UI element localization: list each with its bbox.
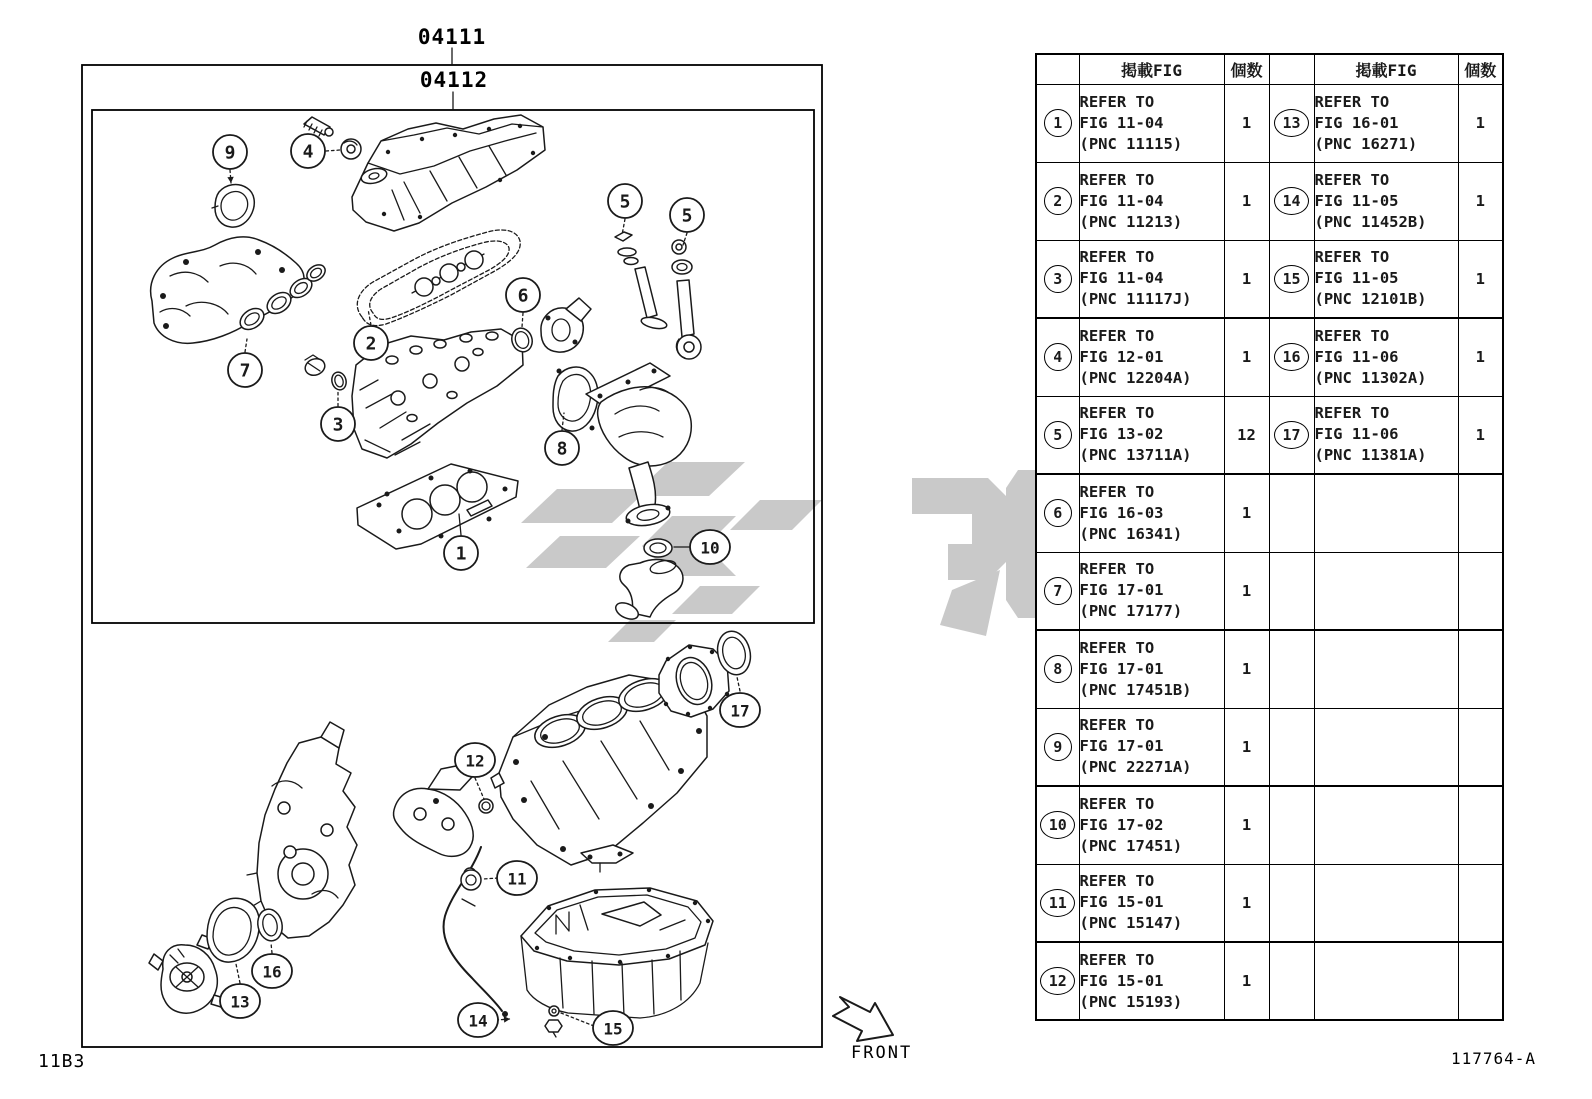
- fig-reference-cell-right-empty-8: [1314, 630, 1458, 708]
- oring-11-drawing: [461, 870, 481, 890]
- fig-reference-cell-11[interactable]: [1079, 864, 1224, 942]
- callout-no-cell-7: [1036, 552, 1079, 630]
- qty-cell-right-empty-11: [1458, 864, 1503, 942]
- qty-cell-17: 1: [1458, 396, 1503, 474]
- leader-arrowhead-icon: [227, 177, 233, 183]
- valve-cover-drawing: [352, 115, 545, 231]
- callout-5-3[interactable]: [670, 198, 704, 245]
- fig-reference-cell-5[interactable]: [1079, 396, 1224, 474]
- callout-no-cell-15: [1269, 240, 1314, 318]
- fig-reference-line: (PNC 17451): [1079, 836, 1183, 855]
- qty-cell-14: 1: [1458, 162, 1503, 240]
- callout-number: 15: [603, 1019, 623, 1039]
- callout-leader-line: [737, 677, 740, 691]
- table-callout-badge-15: 15: [1274, 265, 1309, 293]
- callout-number: 5: [619, 191, 631, 213]
- qty-cell-right-empty-9: [1458, 708, 1503, 786]
- fig-reference-line: FIG 17-01: [1079, 581, 1164, 600]
- fig-reference-cell-right-empty-7: [1314, 552, 1458, 630]
- table-callout-badge-8: 8: [1044, 655, 1072, 683]
- callout-no-cell-9: [1036, 708, 1079, 786]
- callout-no-cell-1: [1036, 84, 1079, 162]
- oil-pump-drawing: [393, 765, 493, 856]
- fig-reference-cell-4[interactable]: [1079, 318, 1224, 396]
- fig-reference-line: FIG 11-05: [1314, 269, 1399, 288]
- callout-leader-line: [483, 878, 498, 879]
- callout-number: 13: [230, 992, 250, 1012]
- parts-reference-table: [1035, 53, 1504, 1021]
- fig-reference-line: FIG 17-01: [1079, 737, 1164, 756]
- callout-no-cell-right-empty-11: [1269, 864, 1314, 942]
- table-row-6: [1036, 474, 1503, 552]
- callout-no-cell-right-empty-8: [1269, 630, 1314, 708]
- callout-no-cell-17: [1269, 396, 1314, 474]
- table-callout-badge-16: 16: [1274, 343, 1309, 371]
- fig-reference-cell-14[interactable]: [1314, 162, 1458, 240]
- intake-manifold-drawing: [151, 237, 329, 343]
- callout-no-cell-16: [1269, 318, 1314, 396]
- fig-reference-line: REFER TO: [1079, 560, 1155, 579]
- fig-reference-line: REFER TO: [1079, 170, 1155, 189]
- fig-reference-line: (PNC 13711A): [1079, 446, 1192, 465]
- qty-cell-right-empty-6: [1458, 474, 1503, 552]
- qty-cell-right-empty-12: [1458, 942, 1503, 1020]
- callout-no-cell-right-empty-10: [1269, 786, 1314, 864]
- fig-reference-line: (PNC 16271): [1314, 134, 1418, 153]
- table-callout-badge-13: 13: [1274, 109, 1309, 137]
- callout-12[interactable]: [455, 743, 495, 799]
- fig-reference-line: (PNC 11381A): [1314, 446, 1427, 465]
- table-callout-badge-6: 6: [1044, 499, 1072, 527]
- fig-reference-line: FIG 17-01: [1079, 659, 1164, 678]
- callout-no-cell-5: [1036, 396, 1079, 474]
- table-callout-badge-11: 11: [1040, 889, 1075, 917]
- table-callout-badge-5: 5: [1044, 421, 1072, 449]
- callout-number: 10: [700, 538, 720, 558]
- table-row-3: [1036, 240, 1503, 318]
- fig-reference-line: FIG 12-01: [1079, 347, 1164, 366]
- fig-reference-cell-16[interactable]: [1314, 318, 1458, 396]
- fig-reference-line: (PNC 11115): [1079, 134, 1183, 153]
- callout-number: 3: [332, 414, 344, 436]
- fig-reference-line: FIG 15-01: [1079, 893, 1164, 912]
- fig-reference-line: REFER TO: [1314, 404, 1390, 423]
- table-callout-badge-10: 10: [1040, 811, 1075, 839]
- header-fig-right: 掲載FIG: [1314, 54, 1458, 84]
- callout-11[interactable]: [483, 861, 537, 895]
- oil-pan-drawing: [521, 845, 713, 1037]
- callout-no-cell-3: [1036, 240, 1079, 318]
- fig-reference-line: FIG 11-04: [1079, 113, 1164, 132]
- fig-reference-cell-10[interactable]: [1079, 786, 1224, 864]
- qty-cell-4: 1: [1224, 318, 1269, 396]
- engine-parts-artwork: [149, 115, 755, 1037]
- fig-reference-line: FIG 11-04: [1079, 191, 1164, 210]
- fig-reference-cell-3[interactable]: [1079, 240, 1224, 318]
- table-row-9: [1036, 708, 1503, 786]
- fig-reference-cell-17[interactable]: [1314, 396, 1458, 474]
- watermark-logo: [521, 462, 1048, 642]
- callout-leader-line: [236, 964, 240, 983]
- callout-no-cell-10: [1036, 786, 1079, 864]
- fig-reference-line: (PNC 15147): [1079, 914, 1183, 933]
- qty-cell-6: 1: [1224, 474, 1269, 552]
- callout-number: 11: [507, 869, 527, 889]
- table-row-12: [1036, 942, 1503, 1020]
- fig-reference-line: (PNC 16341): [1079, 524, 1183, 543]
- callout-no-cell-11: [1036, 864, 1079, 942]
- fig-reference-line: (PNC 17451B): [1079, 680, 1192, 699]
- header-qty-left: 個数: [1224, 54, 1269, 84]
- fig-reference-line: FIG 11-04: [1079, 269, 1164, 288]
- fig-reference-line: FIG 16-03: [1079, 503, 1164, 522]
- fig-reference-line: REFER TO: [1079, 482, 1155, 501]
- fig-reference-cell-right-empty-11: [1314, 864, 1458, 942]
- fig-reference-cell-6[interactable]: [1079, 474, 1224, 552]
- fig-reference-cell-1[interactable]: [1079, 84, 1224, 162]
- callout-number: 12: [465, 751, 485, 771]
- gasket-ring-9-drawing: [212, 185, 254, 228]
- callout-no-cell-2: [1036, 162, 1079, 240]
- fig-reference-cell-7[interactable]: [1079, 552, 1224, 630]
- table-row-2: [1036, 162, 1503, 240]
- callout-14[interactable]: [458, 1003, 510, 1037]
- table-callout-badge-7: 7: [1044, 577, 1072, 605]
- callout-16[interactable]: [252, 943, 292, 988]
- qty-cell-1: 1: [1224, 84, 1269, 162]
- callout-no-cell-4: [1036, 318, 1079, 396]
- table-row-8: [1036, 630, 1503, 708]
- exhaust-manifold-gasket-drawing: [553, 367, 598, 431]
- fig-reference-cell-2[interactable]: [1079, 162, 1224, 240]
- valve-cover-gasket-drawing: [357, 230, 520, 326]
- fig-reference-line: REFER TO: [1314, 248, 1390, 267]
- qty-cell-5: 12: [1224, 396, 1269, 474]
- front-direction-arrow-icon: [833, 997, 893, 1041]
- fig-reference-line: REFER TO: [1079, 404, 1155, 423]
- callout-number: 6: [517, 285, 529, 307]
- callout-no-cell-right-empty-12: [1269, 942, 1314, 1020]
- fig-reference-line: REFER TO: [1079, 716, 1155, 735]
- fig-reference-line: REFER TO: [1314, 170, 1390, 189]
- qty-cell-15: 1: [1458, 240, 1503, 318]
- fig-reference-line: (PNC 11452B): [1314, 212, 1427, 231]
- callout-no-cell-13: [1269, 84, 1314, 162]
- qty-cell-9: 1: [1224, 708, 1269, 786]
- fig-reference-line: FIG 15-01: [1079, 971, 1164, 990]
- qty-cell-right-empty-7: [1458, 552, 1503, 630]
- table-callout-badge-2: 2: [1044, 187, 1072, 215]
- fig-reference-line: FIG 17-02: [1079, 815, 1164, 834]
- qty-cell-3: 1: [1224, 240, 1269, 318]
- callout-3[interactable]: [321, 392, 355, 441]
- callout-leader-line: [475, 778, 484, 799]
- table-row-10: [1036, 786, 1503, 864]
- fig-reference-cell-right-empty-6: [1314, 474, 1458, 552]
- callout-4[interactable]: [291, 134, 340, 168]
- sheet-code: 11B3: [38, 1051, 86, 1072]
- table-row-1: [1036, 84, 1503, 162]
- callout-no-cell-8: [1036, 630, 1079, 708]
- callout-leader-line: [326, 150, 340, 151]
- fig-reference-line: REFER TO: [1079, 92, 1155, 111]
- qty-cell-16: 1: [1458, 318, 1503, 396]
- fig-reference-line: REFER TO: [1079, 326, 1155, 345]
- header-blank-right: [1269, 54, 1314, 84]
- cylinder-head-gasket-drawing: [357, 464, 518, 549]
- valve-and-stem-seal-drawings: [615, 232, 701, 359]
- header-blank-left: [1036, 54, 1079, 84]
- fig-reference-cell-right-empty-10: [1314, 786, 1458, 864]
- callout-5-2[interactable]: [608, 184, 642, 235]
- callout-no-cell-14: [1269, 162, 1314, 240]
- fig-reference-cell-13[interactable]: [1314, 84, 1458, 162]
- callout-number: 17: [730, 701, 750, 721]
- callout-no-cell-right-empty-7: [1269, 552, 1314, 630]
- callout-number: 2: [365, 333, 377, 355]
- fig-reference-line: (PNC 12204A): [1079, 368, 1192, 387]
- qty-cell-7: 1: [1224, 552, 1269, 630]
- fig-reference-line: REFER TO: [1079, 638, 1155, 657]
- fig-reference-cell-right-empty-9: [1314, 708, 1458, 786]
- table-header-row: [1036, 54, 1503, 84]
- callout-leader-line: [271, 943, 272, 953]
- qty-cell-13: 1: [1458, 84, 1503, 162]
- callout-number: 1: [455, 543, 467, 565]
- fig-reference-cell-8[interactable]: [1079, 630, 1224, 708]
- qty-cell-12: 1: [1224, 942, 1269, 1020]
- fig-reference-line: (PNC 15193): [1079, 992, 1183, 1011]
- front-label: FRONT: [851, 1043, 913, 1063]
- callout-leader-line: [368, 309, 371, 325]
- qty-cell-right-empty-10: [1458, 786, 1503, 864]
- document-code: 117764-A: [1451, 1049, 1537, 1068]
- plug-and-oring-3-drawing: [303, 355, 348, 392]
- qty-cell-11: 1: [1224, 864, 1269, 942]
- qty-cell-2: 1: [1224, 162, 1269, 240]
- fig-reference-line: FIG 11-05: [1314, 191, 1399, 210]
- callout-number: 5: [681, 205, 693, 227]
- callout-no-cell-6: [1036, 474, 1079, 552]
- table-row-5: [1036, 396, 1503, 474]
- parts-table-body: [1036, 84, 1503, 1020]
- table-callout-badge-14: 14: [1274, 187, 1309, 215]
- fig-reference-cell-9[interactable]: [1079, 708, 1224, 786]
- callout-15[interactable]: [561, 1011, 633, 1045]
- callout-number: 14: [468, 1011, 488, 1031]
- table-callout-badge-3: 3: [1044, 265, 1072, 293]
- header-fig-left: 掲載FIG: [1079, 54, 1224, 84]
- fig-reference-line: REFER TO: [1314, 92, 1390, 111]
- fig-reference-line: REFER TO: [1079, 248, 1155, 267]
- kit-number-04112: 04112: [419, 68, 489, 92]
- leader-arrowhead-icon: [504, 1016, 510, 1022]
- table-callout-badge-17: 17: [1274, 421, 1309, 449]
- timing-chain-cover-drawing: [247, 722, 357, 938]
- callout-no-cell-right-empty-9: [1269, 708, 1314, 786]
- table-callout-badge-4: 4: [1044, 343, 1072, 371]
- callout-9[interactable]: [213, 135, 247, 183]
- callout-leader-line: [245, 339, 247, 352]
- callout-no-cell-12: [1036, 942, 1079, 1020]
- qty-cell-8: 1: [1224, 630, 1269, 708]
- fig-reference-line: (PNC 12101B): [1314, 290, 1427, 309]
- water-pump-gasket-drawing: [207, 898, 259, 962]
- qty-cell-right-empty-8: [1458, 630, 1503, 708]
- fig-reference-line: FIG 13-02: [1079, 425, 1164, 444]
- callout-no-cell-right-empty-6: [1269, 474, 1314, 552]
- callout-7[interactable]: [228, 339, 262, 387]
- fig-reference-line: (PNC 11213): [1079, 212, 1183, 231]
- table-row-4: [1036, 318, 1503, 396]
- fig-reference-cell-15[interactable]: [1314, 240, 1458, 318]
- fig-reference-line: FIG 11-06: [1314, 347, 1399, 366]
- table-row-7: [1036, 552, 1503, 630]
- fig-reference-line: (PNC 17177): [1079, 602, 1183, 621]
- fig-reference-cell-right-empty-12: [1314, 942, 1458, 1020]
- table-callout-badge-9: 9: [1044, 733, 1072, 761]
- kit-number-04111: 04111: [417, 25, 487, 49]
- callout-leader-line: [522, 313, 523, 327]
- fig-reference-line: REFER TO: [1079, 794, 1155, 813]
- callout-6[interactable]: [506, 278, 540, 327]
- callout-number: 8: [556, 438, 568, 460]
- callout-number: 16: [262, 962, 282, 982]
- fig-reference-line: REFER TO: [1079, 872, 1155, 891]
- callout-number: 4: [302, 141, 314, 163]
- table-row-11: [1036, 864, 1503, 942]
- fig-reference-line: (PNC 22271A): [1079, 758, 1192, 777]
- qty-cell-10: 1: [1224, 786, 1269, 864]
- fig-reference-line: (PNC 11302A): [1314, 368, 1427, 387]
- fig-reference-line: REFER TO: [1079, 950, 1155, 969]
- table-callout-badge-1: 1: [1044, 109, 1072, 137]
- fig-reference-line: FIG 11-06: [1314, 425, 1399, 444]
- fig-reference-line: (PNC 11117J): [1079, 290, 1192, 309]
- callout-2[interactable]: [354, 309, 388, 360]
- fig-reference-cell-12[interactable]: [1079, 942, 1224, 1020]
- fig-reference-line: REFER TO: [1314, 326, 1390, 345]
- callout-number: 7: [239, 360, 251, 382]
- header-qty-right: 個数: [1458, 54, 1503, 84]
- fig-reference-line: FIG 16-01: [1314, 113, 1399, 132]
- table-callout-badge-12: 12: [1040, 967, 1075, 995]
- callout-number: 9: [224, 142, 236, 164]
